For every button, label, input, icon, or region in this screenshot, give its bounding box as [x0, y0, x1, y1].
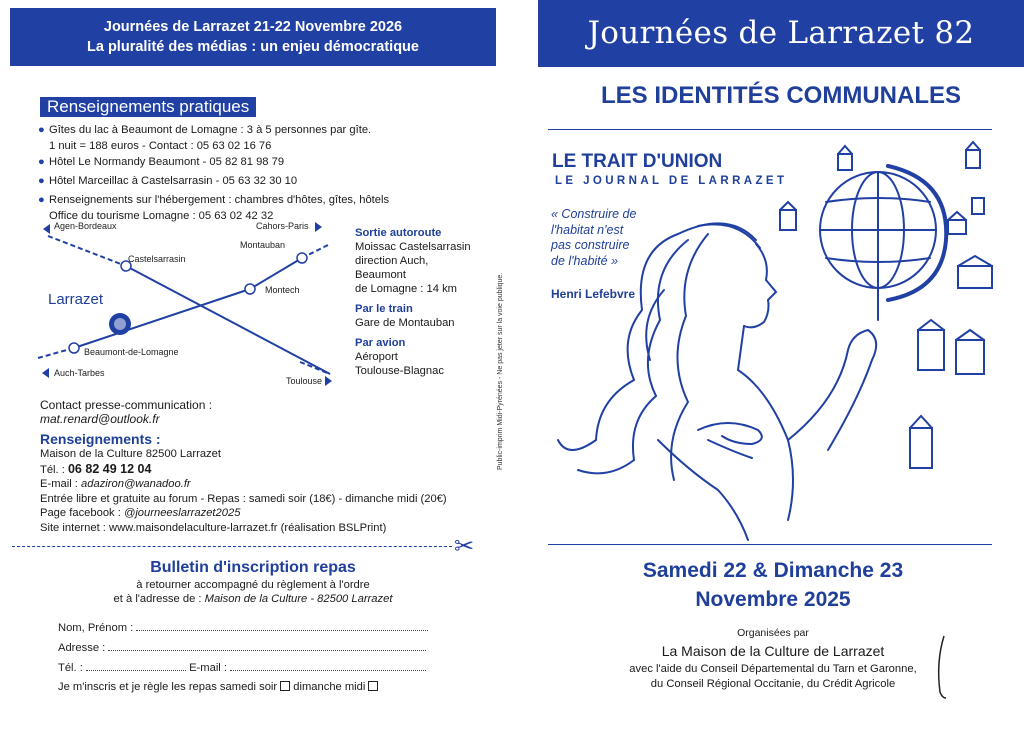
- tel-form-label: Tél. :: [58, 662, 83, 674]
- quote: [551, 207, 666, 269]
- label-larrazet: Larrazet: [48, 291, 104, 308]
- label-montech: Montech: [265, 285, 300, 295]
- press-contact-label: Contact presse-communication :: [40, 398, 213, 412]
- info-title: Renseignements :: [40, 431, 161, 447]
- quote-author: Henri Lefebvre: [551, 287, 636, 301]
- woman-globe-illustration: [538, 140, 1024, 550]
- facebook-label: Page facebook :: [40, 507, 121, 519]
- org-label: Organisées par: [737, 627, 809, 639]
- quote-line: pas construire: [551, 238, 630, 252]
- practical-info-title: Renseignements pratiques: [40, 97, 256, 117]
- access-info: [355, 226, 495, 384]
- bulletin-line1: à retourner accompagné du règlement à l'ordre: [136, 579, 370, 591]
- bulletin-line2-prefix: et à l'adresse de :: [113, 593, 202, 605]
- label-toulouse: Toulouse: [286, 376, 323, 386]
- label-montauban: Montauban: [240, 240, 286, 250]
- quote-line: « Construire de: [551, 207, 637, 221]
- gites-price-line: 1 nuit = 188 euros - Contact : 05 63 02 16 76: [49, 140, 272, 152]
- info-website: Site internet : www.maisondelaculture-larrazet.fr (réalisation BSLPrint): [40, 521, 387, 534]
- quote-line: de l'habité »: [551, 253, 619, 268]
- left-header-line2: La pluralité des médias : un enjeu démocratique: [87, 39, 419, 55]
- info-phone[interactable]: 06 82 49 12 04: [67, 461, 152, 476]
- phone-email-row: [58, 660, 426, 674]
- info-address: Maison de la Culture 82500 Larrazet: [40, 448, 221, 460]
- right-header-banner: [538, 0, 1024, 67]
- access-map: [30, 214, 350, 394]
- road-title: Sortie autoroute: [355, 227, 442, 239]
- hotel-normandy-line: Hôtel Le Normandy Beaumont - 05 82 81 98 79: [49, 156, 285, 168]
- side-legal-text: Public-imprim Midi-Pyrénées - Ne pas jeter sur la voie publique.: [497, 272, 504, 470]
- train-title: Par le train: [355, 303, 413, 315]
- quote-line: l'habitat n'est: [551, 222, 624, 237]
- email-field[interactable]: [230, 660, 426, 671]
- org-sponsor-line2: du Conseil Régional Occitanie, du Crédit Agricole: [650, 677, 896, 690]
- beaumont-dot: [69, 343, 79, 353]
- tourism-office-line: Office du tourisme Lomagne : 05 63 02 42 32: [49, 210, 274, 222]
- list-item: [36, 122, 476, 154]
- road-line: de Lomagne : 14 km: [355, 283, 457, 295]
- bullet-icon: ●: [38, 156, 45, 168]
- facebook-handle[interactable]: @journeeslarrazet2025: [123, 507, 241, 519]
- info-entry: Entrée libre et gratuite au forum - Repas : samedi soir (18€) - dimanche midi (20€): [40, 492, 447, 505]
- left-header-line1: Journées de Larrazet 21-22 Novembre 2026: [103, 19, 403, 35]
- montauban-dot: [297, 253, 307, 263]
- name-field[interactable]: [136, 620, 428, 631]
- address-label: Adresse :: [58, 642, 106, 654]
- gites-line: Gîtes du lac à Beaumont de Lomagne : 3 à 5 personnes par gîte.: [49, 124, 372, 136]
- bulletin-line2-address: Maison de la Culture - 82500 Larrazet: [204, 593, 393, 605]
- scissors-icon: ✂: [454, 533, 475, 560]
- plane-line: Aéroport: [355, 351, 398, 363]
- press-contact-email[interactable]: mat.renard@outlook.fr: [40, 412, 160, 426]
- montech-dot: [245, 284, 255, 294]
- list-item: [36, 154, 476, 170]
- road-line: direction Auch,: [355, 255, 429, 267]
- hotel-marceillac-line: Hôtel Marceillac à Castelsarrasin - 05 63 32 30 10: [49, 175, 298, 187]
- bulletin-header: [10, 558, 496, 606]
- bottom-rule: [548, 544, 992, 545]
- plane-line: Toulouse-Blagnac: [355, 365, 444, 377]
- road-line: Moissac Castelsarrasin: [355, 241, 471, 253]
- bullet-icon: ●: [38, 194, 45, 206]
- cut-line: [12, 546, 452, 547]
- woman-globe-icon: [538, 140, 1024, 550]
- event-dates: [538, 556, 1008, 614]
- meal-prefix: Je m'inscris et je règle les repas samedi soir: [58, 681, 278, 693]
- email-label: E-mail :: [40, 478, 78, 490]
- bulletin-title: Bulletin d'inscription repas: [150, 559, 356, 576]
- arrow-right-icon: [315, 222, 322, 232]
- org-sponsor-line1: avec l'aide du Conseil Départemental du Tarn et Garonne,: [629, 663, 917, 675]
- info-email[interactable]: adaziron@wanadoo.fr: [81, 478, 191, 490]
- main-title: LES IDENTITÉS COMMUNALES: [600, 82, 961, 109]
- label-agen: Agen-Bordeaux: [54, 221, 117, 231]
- arrow-left-icon: [43, 224, 50, 234]
- label-beaumont: Beaumont-de-Lomagne: [84, 347, 179, 357]
- practical-info-list: [36, 122, 476, 224]
- label-castelsarrasin: Castelsarrasin: [128, 254, 186, 264]
- press-contact: [40, 398, 460, 426]
- train-line: Gare de Montauban: [355, 317, 455, 329]
- org-name: La Maison de la Culture de Larrazet: [661, 643, 885, 659]
- date-line2: Novembre 2025: [695, 588, 851, 611]
- title-rule: [548, 129, 992, 130]
- road-line: Beaumont: [355, 269, 406, 281]
- meal-choice-line: [58, 681, 378, 693]
- lodging-info-line: Renseignements sur l'hébergement : chambres d'hôtes, gîtes, hôtels: [49, 194, 390, 206]
- name-label: Nom, Prénom :: [58, 622, 134, 634]
- bullet-icon: ●: [38, 175, 45, 187]
- arrow-right-icon: [325, 376, 332, 386]
- date-line1: Samedi 22 & Dimanche 23: [642, 559, 904, 582]
- sunday-checkbox[interactable]: [368, 681, 378, 691]
- info-block: [40, 431, 510, 535]
- journal-title: LE TRAIT D'UNION: [552, 151, 723, 172]
- saturday-checkbox[interactable]: [280, 681, 290, 691]
- name-row: [58, 620, 428, 634]
- list-item: [36, 173, 476, 189]
- address-field[interactable]: [108, 640, 426, 651]
- address-row: [58, 640, 426, 654]
- journal-subtitle: LE JOURNAL DE LARRAZET: [555, 175, 788, 187]
- pen-mark-icon: [930, 632, 954, 702]
- left-header-banner: [10, 8, 496, 66]
- arrow-left-icon: [42, 368, 49, 378]
- label-auch: Auch-Tarbes: [54, 368, 105, 378]
- tel-label: Tél. :: [40, 463, 65, 476]
- right-header-title: Journées de Larrazet 82: [587, 15, 975, 51]
- bullet-icon: ●: [38, 124, 45, 136]
- plane-title: Par avion: [355, 337, 406, 349]
- email-form-label: E-mail :: [189, 662, 228, 674]
- tel-field[interactable]: [86, 660, 186, 671]
- meal-suffix: dimanche midi: [293, 681, 366, 693]
- label-cahors: Cahors-Paris: [256, 221, 309, 231]
